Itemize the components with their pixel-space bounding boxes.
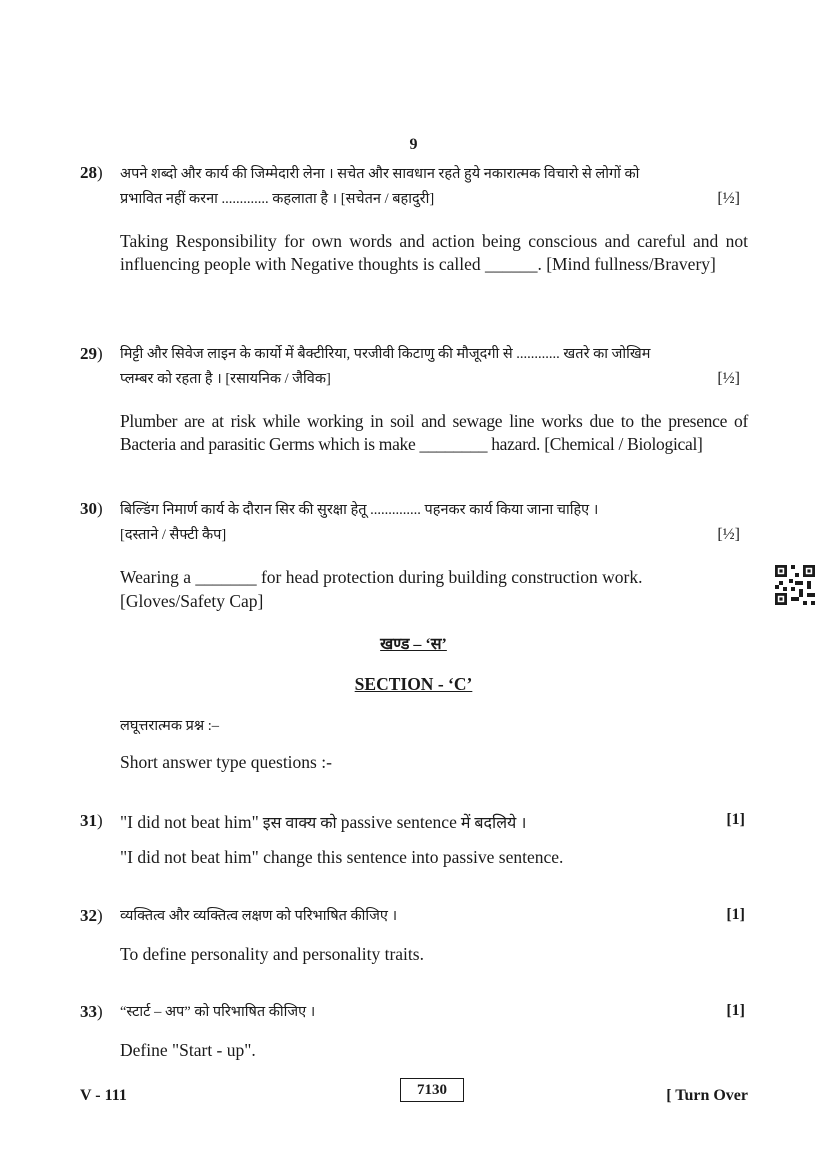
question-english: Define "Start - up". (120, 1040, 256, 1060)
question-hindi-line: अपने शब्दो और कार्य की जिम्मेदारी लेना । सचेत और सावधान रहते हुये नकारात्मक विचारो से लोगों को (120, 166, 640, 182)
page-number: 9 (409, 136, 418, 153)
question-english: "I did not beat him" change this sentence into passive sentence. (120, 847, 564, 867)
marks: [½] (717, 526, 740, 543)
question-hindi-line: प्लम्बर को रहता है । [रसायनिक / जैविक] (120, 371, 331, 387)
question-number: 29) (80, 344, 103, 363)
paper-code-box: 7130 (400, 1078, 464, 1102)
question-hindi-line: बिल्डिंग निमार्ण कार्य के दौरान सिर की सुरक्षा हेतू .............. पहनकर कार्य किया जाना चाहिए । (120, 502, 599, 518)
section-subtitle-hindi: लघूत्तरात्मक प्रश्न :– (120, 718, 220, 734)
turn-over-label: [ Turn Over (666, 1087, 748, 1104)
section-subtitle-english: Short answer type questions :- (120, 752, 332, 772)
section-title-hindi: खण्ड – ‘स’ (380, 636, 447, 653)
question-english-line: [Gloves/Safety Cap] (120, 591, 264, 611)
question-hindi-line: मिट्टी और सिवेज लाइन के कार्यो में बैक्टीरिया, परजीवी किटाणु की मौजूदगी से ............ खतरे का जोखिम (120, 346, 651, 362)
marks: [1] (726, 811, 745, 828)
question-hindi-line: "I did not beat him" इस वाक्य को passive sentence में बदलिये । (120, 812, 527, 832)
question-hindi-line: “स्टार्ट – अप” को परिभाषित कीजिए । (120, 1004, 316, 1020)
marks: [½] (717, 370, 740, 387)
question-number: 33) (80, 1002, 103, 1021)
section-title-english: SECTION - ‘C’ (354, 674, 473, 694)
question-hindi-line: प्रभावित नहीं करना ............. कहलाता है । [सचेतन / बहादुरी] (120, 191, 435, 207)
question-english: Plumber are at risk while working in soil and sewage line works due to the presence of Bacteria and parasitic Germs which is make ________ hazard. [Chemical / Biological] (120, 411, 748, 454)
question-number: 28) (80, 163, 103, 182)
question-hindi-line: व्यक्तित्व और व्यक्तित्व लक्षण को परिभाषित कीजिए । (120, 908, 398, 924)
paper-code: V - 111 (80, 1087, 127, 1104)
marks: [1] (726, 906, 745, 923)
qr-code-icon (775, 565, 815, 605)
question-english: Taking Responsibility for own words and action being conscious and careful and not influencing people with Negative thoughts is called ______. [Mind fullness/Bravery] (120, 231, 748, 274)
question-number: 31) (80, 811, 103, 830)
question-english-line: Wearing a _______ for head protection during building construction work. (120, 567, 643, 587)
question-number: 30) (80, 499, 103, 518)
question-english: To define personality and personality traits. (120, 944, 424, 964)
marks: [1] (726, 1002, 745, 1019)
question-hindi-line: [दस्ताने / सैफ्टी कैप] (120, 527, 227, 543)
marks: [½] (717, 190, 740, 207)
question-number: 32) (80, 906, 103, 925)
